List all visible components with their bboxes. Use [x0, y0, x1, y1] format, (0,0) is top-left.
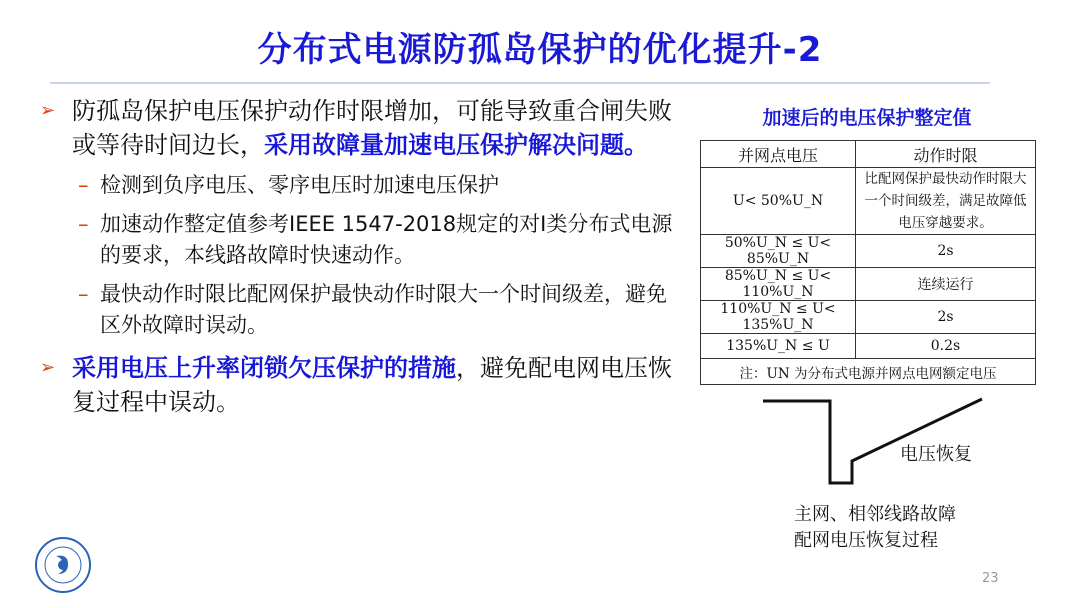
arrow-bullet-icon: ➢: [40, 357, 56, 378]
sub-bullet-2-text: 加速动作整定值参考IEEE 1547-2018规定的对I类分布式电源的要求，本线路故障时快速动作。: [100, 212, 673, 267]
sub-bullet-3-text: 最快动作时限比配网保护最快动作时限大一个时间级差，避免区外故障时误动。: [100, 282, 667, 337]
sub-bullet-3: [38, 279, 678, 341]
diagram-caption-line: 配网电压恢复过程: [794, 530, 938, 551]
bullet-2-text: ，避免配电网电压恢复过程中误动。: [72, 354, 672, 416]
table-cell-time: 连续运行: [856, 268, 1036, 301]
sub-bullet-1: [38, 170, 678, 201]
bullet-1: [38, 94, 678, 162]
voltage-setting-table: [700, 140, 1036, 385]
page-number: 23: [982, 571, 999, 586]
dash-bullet-icon: –: [78, 212, 89, 236]
bullet-1-text: 防孤岛保护电压保护动作时限增加，可能导致重合闸失败或等待时间边长，: [72, 97, 672, 159]
bullet-2: [38, 351, 678, 419]
table-cell-condition: U< 50%U_N: [701, 168, 856, 235]
diagram-caption-line: 主网、相邻线路故障: [794, 504, 956, 525]
table-note: 注：UN 为分布式电源并网点电网额定电压: [701, 359, 1036, 385]
table-cell-condition: 110%U_N ≤ U< 135%U_N: [701, 301, 856, 334]
table-row: [701, 268, 1036, 301]
table-note-row: [701, 359, 1036, 385]
table-cell-time: 2s: [856, 235, 1036, 268]
dash-bullet-icon: –: [78, 173, 89, 197]
slide-title: 分布式电源防孤岛保护的优化提升-2: [257, 30, 823, 70]
bullet-1-highlight: 采用故障量加速电压保护解决问题。: [264, 131, 648, 159]
university-logo: [34, 536, 92, 594]
table-cell-condition: 50%U_N ≤ U< 85%U_N: [701, 235, 856, 268]
table-cell-condition: 135%U_N ≤ U: [701, 334, 856, 359]
table-row: [701, 301, 1036, 334]
arrow-bullet-icon: ➢: [40, 100, 56, 121]
voltage-recovery-label: 电压恢复: [900, 444, 972, 465]
bullet-2-highlight: 采用电压上升率闭锁欠压保护的措施: [72, 354, 456, 382]
table-header: 动作时限: [856, 141, 1036, 168]
title-divider: [50, 82, 990, 84]
table-header: 并网点电压: [701, 141, 856, 168]
table-row: [701, 235, 1036, 268]
table-cell-time: 2s: [856, 301, 1036, 334]
sub-bullet-2: [38, 209, 678, 271]
table-row: [701, 334, 1036, 359]
table-title: 加速后的电压保护整定值: [762, 107, 972, 129]
table-row: [701, 168, 1036, 235]
table-cell-time: 比配网保护最快动作时限大一个时间级差，满足故障低电压穿越要求。: [856, 168, 1036, 235]
table-cell-time: 0.2s: [856, 334, 1036, 359]
bullet-list: [38, 94, 678, 419]
dash-bullet-icon: –: [78, 282, 89, 306]
diagram-caption: [794, 502, 956, 554]
sub-bullet-1-text: 检测到负序电压、零序电压时加速电压保护: [100, 173, 499, 197]
table-cell-condition: 85%U_N ≤ U< 110%U_N: [701, 268, 856, 301]
